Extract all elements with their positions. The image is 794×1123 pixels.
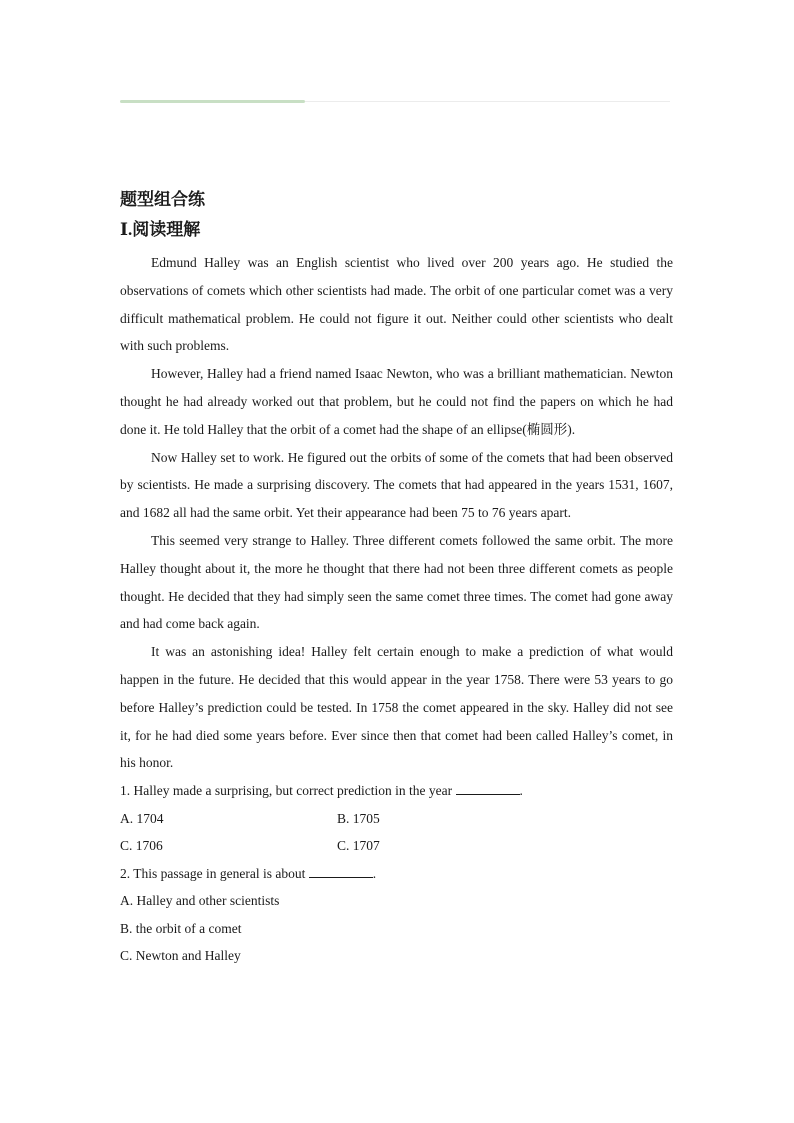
document-body <box>120 186 673 970</box>
option-b: B. 1705 <box>337 810 380 826</box>
question-stem-end: . <box>519 783 523 799</box>
options-row <box>120 805 673 833</box>
passage-paragraph-3: Now Halley set to work. He figured out the orbits of some of the comets that had been observed by scientists. He made a surprising discovery. The comets that had appeared in the years 1531, 1607, and 1682 all had the same orbit. Yet their appearance had been 75 to 76 years apart. <box>120 449 673 521</box>
option-c: C. 1706 <box>120 838 163 854</box>
passage-paragraph-1: Edmund Halley was an English scientist who lived over 200 years ago. He studied the observations of comets which other scientists had made. The orbit of one particular comet was a very difficult mathematical problem. He could not figure it out. Neither could other scientists who dealt with such problems. <box>120 255 673 354</box>
option-d: C. 1707 <box>337 838 380 854</box>
section-title: 题型组合练 <box>120 190 205 209</box>
option-b: B. the orbit of a comet <box>120 920 242 936</box>
passage-paragraph-5: It was an astonishing idea! Halley felt certain enough to make a prediction of what would happen in the future. He decided that this would appear in the year 1758. There were 53 years to go before Halley’s prediction could be tested. In 1758 the comet appeared in the sky. Halley did not see it, for he had died some years before. Ever since then that comet had been called Halley’s comet, in his honor. <box>120 644 673 771</box>
answer-blank <box>456 782 520 795</box>
question-1 <box>120 777 673 860</box>
options-row <box>120 832 673 860</box>
header-rule <box>120 100 670 104</box>
question-stem-text: 2. This passage in general is about <box>120 865 306 881</box>
header-rule-line <box>305 101 670 102</box>
option-c: C. Newton and Halley <box>120 948 241 964</box>
passage-paragraph-2: However, Halley had a friend named Isaac Newton, who was a brilliant mathematician. Newton thought he had already worked out that problem, but he could not find the papers on which he had done it. He told Halley that the orbit of a comet had the shape of an ellipse(椭圆形). <box>120 366 673 437</box>
option-a: A. Halley and other scientists <box>120 893 280 909</box>
question-stem <box>120 777 673 805</box>
passage-paragraph-4: This seemed very strange to Halley. Three different comets followed the same orbit. The more Halley thought about it, the more he thought that there had not been three different comets as people thought. He decided that they had simply seen the same comet three times. The comet had gone away and had come back again. <box>120 532 673 632</box>
option-a: A. 1704 <box>120 810 164 826</box>
question-2 <box>120 860 673 970</box>
answer-blank <box>309 865 373 878</box>
header-rule-accent <box>120 100 305 103</box>
question-stem <box>120 860 673 888</box>
part-title: Ⅰ.阅读理解 <box>120 220 201 239</box>
question-stem-end: . <box>372 865 377 881</box>
question-stem-text: 1. Halley made a surprising, but correct prediction in the year <box>120 783 453 799</box>
